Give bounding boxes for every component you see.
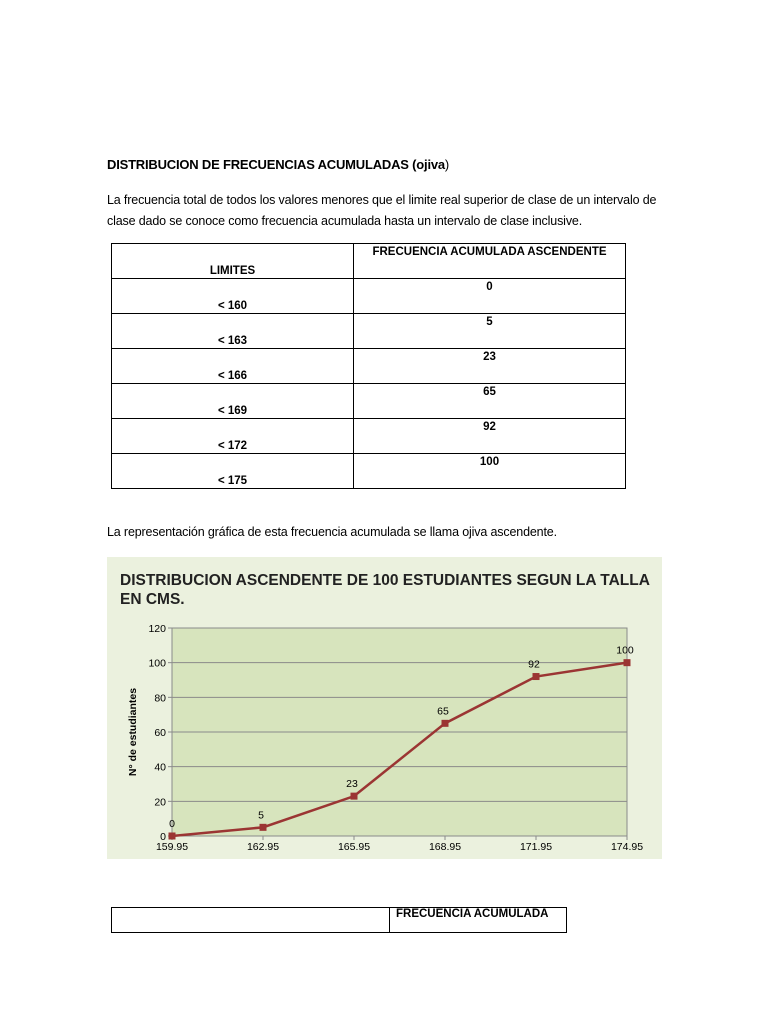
freq-cell: 0 — [354, 279, 626, 314]
x-tick-label: 174.95 — [610, 841, 644, 853]
table-row — [112, 279, 626, 314]
data-point — [351, 793, 358, 800]
header-frecuencia-acumulada: FRECUENCIA ACUMULADA — [390, 908, 567, 933]
data-point — [442, 720, 449, 727]
y-tick-label: 0 — [160, 831, 166, 843]
freq-cell: 92 — [354, 419, 626, 454]
x-tick-label: 162.95 — [246, 841, 280, 853]
x-tick-label: 171.95 — [519, 841, 553, 853]
data-point — [624, 659, 631, 666]
freq-cell: 23 — [354, 349, 626, 384]
x-tick-label: 168.95 — [428, 841, 462, 853]
chart-canvas — [107, 557, 662, 859]
data-point — [169, 833, 176, 840]
table-row — [112, 384, 626, 419]
frequency-table — [111, 243, 626, 489]
data-label: 65 — [437, 705, 449, 718]
definition-paragraph: La frecuencia total de todos los valores menores que el limite real superior de clase de un intervalo de clase dado se conoce como frecuencia acumulada hasta un intervalo de clase inclusive. — [107, 193, 657, 228]
frequency-table-2 — [111, 907, 567, 933]
limit-cell: < 166 — [112, 349, 354, 384]
header-limites: LIMITES — [112, 244, 354, 279]
data-label: 0 — [169, 818, 175, 830]
table-header-row — [112, 908, 567, 933]
data-label: 5 — [258, 809, 264, 822]
freq-cell: 100 — [354, 454, 626, 489]
ojiva-caption: La representación gráfica de esta frecuencia acumulada se llama ojiva ascendente. — [107, 525, 557, 539]
chart-title: DISTRIBUCION ASCENDENTE DE 100 ESTUDIANTES SEGUN LA TALLA EN CMS. — [120, 572, 650, 608]
table-row — [112, 314, 626, 349]
y-tick-label: 40 — [154, 761, 166, 774]
data-label: 23 — [346, 778, 358, 791]
y-tick-label: 20 — [154, 796, 166, 809]
x-tick-label: 165.95 — [337, 841, 371, 853]
limit-cell: < 163 — [112, 314, 354, 349]
section-heading: DISTRIBUCION DE FRECUENCIAS ACUMULADAS (ojiva) — [107, 157, 450, 172]
ogive-chart — [107, 557, 662, 859]
data-label: 100 — [616, 644, 634, 657]
table-row — [112, 419, 626, 454]
freq-cell: 5 — [354, 314, 626, 349]
y-tick-label: 60 — [154, 727, 166, 739]
data-label: 92 — [528, 658, 540, 671]
y-tick-label: 80 — [154, 692, 166, 705]
limit-cell: < 160 — [112, 279, 354, 314]
limit-cell: < 172 — [112, 419, 354, 454]
x-tick-label: 159.95 — [155, 841, 189, 853]
header-frecuencia: FRECUENCIA ACUMULADA ASCENDENTE — [354, 244, 626, 279]
y-tick-label: 120 — [148, 623, 166, 635]
limit-cell: < 175 — [112, 454, 354, 489]
table-header-row — [112, 244, 626, 279]
empty-header-cell — [112, 908, 390, 933]
data-point — [260, 824, 267, 831]
data-point — [533, 673, 540, 680]
freq-cell: 65 — [354, 384, 626, 419]
y-tick-label: 100 — [148, 657, 166, 670]
table-row — [112, 454, 626, 489]
y-axis-label: N° de estudiantes — [127, 687, 139, 777]
table-row — [112, 349, 626, 384]
limit-cell: < 169 — [112, 384, 354, 419]
